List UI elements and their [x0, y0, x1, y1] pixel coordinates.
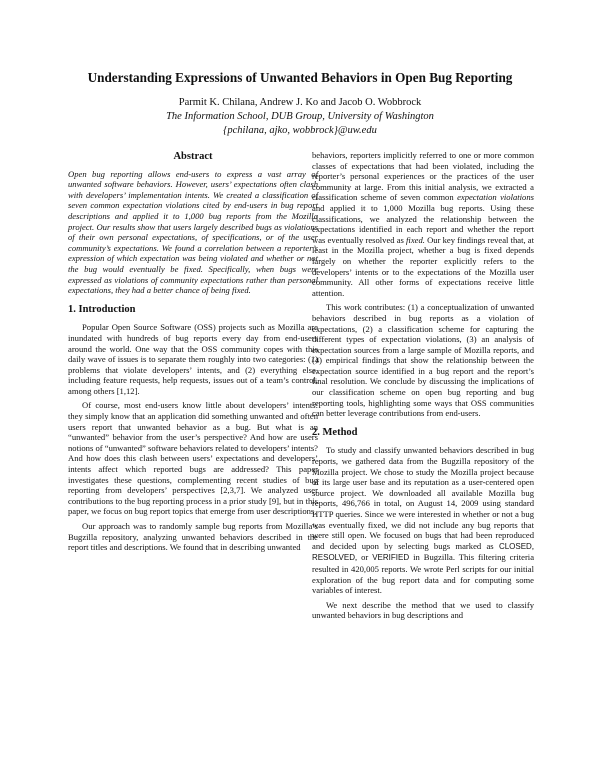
status-closed: CLOSED	[498, 541, 532, 551]
paper-title: Understanding Expressions of Unwanted Behaviors in Open Bug Reporting	[87, 70, 513, 85]
method-paragraph-1: To study and classify unwanted behaviors described in bug reports, we gathered data from the Bugzilla repository of the Mozilla project. We chose to study the Mozilla project because of its large user base and its reputation as a user-centered open source project. We downloaded all available Mozilla bug reports, 496,766 in total, on August 14, 2009 using standard HTTP queries. Since we were interested in whether or not a bug was eventually fixed, we did not include any bug reports that were still open. We focused on bugs that had been reproduced and decided upon by selecting bugs marked as CLOSED, RESOLVED, or VERIFIED in Bugzilla. This filtering criteria resulted in 420,005 reports. We wrote Perl scripts for our initial exploration of the bug report data and for computing some variables of interest.	[312, 445, 535, 596]
text-span: behaviors, reporters implicitly referred to one or more common classes of expectations that had been violated, including the reporter’s personal experiences or the practices of the user community at large. From this initial analysis, we extracted a classification scheme of seven common	[312, 150, 534, 203]
status-resolved: RESOLVED	[312, 553, 355, 563]
text-span: in Bugzilla. This filtering criteria resulted in 420,005 reports. We wrote Perl scripts for our initial exploration of the bug report data and for computing some variables of interest.	[312, 552, 535, 596]
method-paragraph-2: We next describe the method that we used to classify unwanted behaviors in bug descriptions and	[312, 599, 534, 621]
affiliation: The Information School, DUB Group, University of Washington	[166, 111, 434, 122]
emphasis: expectation violations	[457, 192, 534, 203]
emphasis: fixed.	[406, 234, 425, 245]
status-verified: VERIFIED	[372, 553, 410, 563]
abstract-text: Open bug reporting allows end-users to express a vast array of unwanted software behaviors. However, users’ expectations often clash with developers’ implementation intents. We created a classification of seven common expectation violations cited by end-users in bug report descriptions and applied it to 1,000 bug reports from the Mozilla project. Our results show that users largely described bugs as violations of their own personal expectations, of specifications, or of the user community’s expectations. We found a correlation between a reporter’s expression of which expectation was being violated and whether or not the bug would eventually be fixed. Specifically, when bugs were expressed as violations of community expectations rather than personal expectations, they had a better chance of being fixed.	[68, 168, 318, 296]
intro-paragraph-2: Of course, most end-users know little about developers’ intents: they simply know that an application did something unwanted and often users report that unwanted behavior as a bug. But what is an “unwanted” behavior from the user’s perspective? And how are users notions of “unwanted” software behaviors related to developers’ intents? And how does this clash between users’ expectations and developers’ intents affect which reported bugs are addressed? This paper investigates these questions, complementing recent studies of bug reporting from developers’ perspectives [2,3,7]. We analyzed user contributions to the bug reporting process in a prior study [9], but in this paper, we focus on bug report topics that emerge from user descriptions.	[68, 400, 318, 517]
right-column	[312, 150, 534, 625]
right-paragraph-2: This work contributes: (1) a conceptualization of unwanted behaviors described in bug reports as a violation of expectations, (2) a classification scheme for capturing the different types of expectation violations, (3) an analysis of expectation sources from a large sample of Mozilla reports, and (4) empirical findings that show the relationship between the expectation source identified in a bug report and the report’s final resolution. We conclude by discussing the implications of our classification scheme on open bug reporting and bug reporting tools, highlighting some ways that OSS communities can better leverage contributions from end-users.	[312, 302, 534, 419]
author-emails: {pchilana, ajko, wobbrock}@uw.edu	[223, 125, 377, 136]
introduction-heading: 1. Introduction	[68, 303, 136, 315]
text-span: and applied it to 1,000 Mozilla bug reports. Using these classifications, we analyzed the relationship between the expectations identified in each report and whether the report was eventually resolved as	[312, 202, 534, 245]
author-block	[60, 96, 540, 138]
text-span: Our key findings reveal that, at least in the Mozilla project, whether a bug is fixed depends largely on whether the reporter explicitly refers to the developers’ intents or to the expectations of the Mozilla user community. All other forms of expectations receive little attention.	[312, 234, 534, 298]
left-column	[68, 150, 318, 557]
abstract-heading: Abstract	[173, 151, 213, 162]
right-paragraph-1	[312, 150, 534, 298]
intro-paragraph-3: Our approach was to randomly sample bug reports from Mozilla’s Bugzilla repository, analyzing unwanted behaviors described in the report titles and descriptions. We found that in describing unwanted	[68, 521, 318, 553]
author-names: Parmit K. Chilana, Andrew J. Ko and Jacob O. Wobbrock	[178, 97, 422, 108]
text-span: To study and classify unwanted behaviors described in bug reports, we gathered data from the Bugzilla repository of the Mozilla project. We chose to study the Mozilla project because of its large user base and its reputation as a user-centered open source project. We downloaded all available Mozilla bug reports, 496,766 in total, on August 14, 2009 using standard HTTP queries. Since we were interested in whether or not a bug was eventually fixed, we did not include any bug reports that were still open. We focused on bugs that had been reproduced and decided upon by selecting bugs marked as	[312, 445, 534, 551]
method-heading: 2. Method	[312, 426, 358, 438]
intro-paragraph-1: Popular Open Source Software (OSS) projects such as Mozilla are inundated with hundreds of bug reports every day from end-users around the world. One way that the OSS community copes with this daily wave of issues is to separate them roughly into two categories: (1) problems that violate developers’ intents, and (2) everything else, including feature requests, help requests, issues out of a team’s control, among others [1,12].	[68, 322, 318, 396]
